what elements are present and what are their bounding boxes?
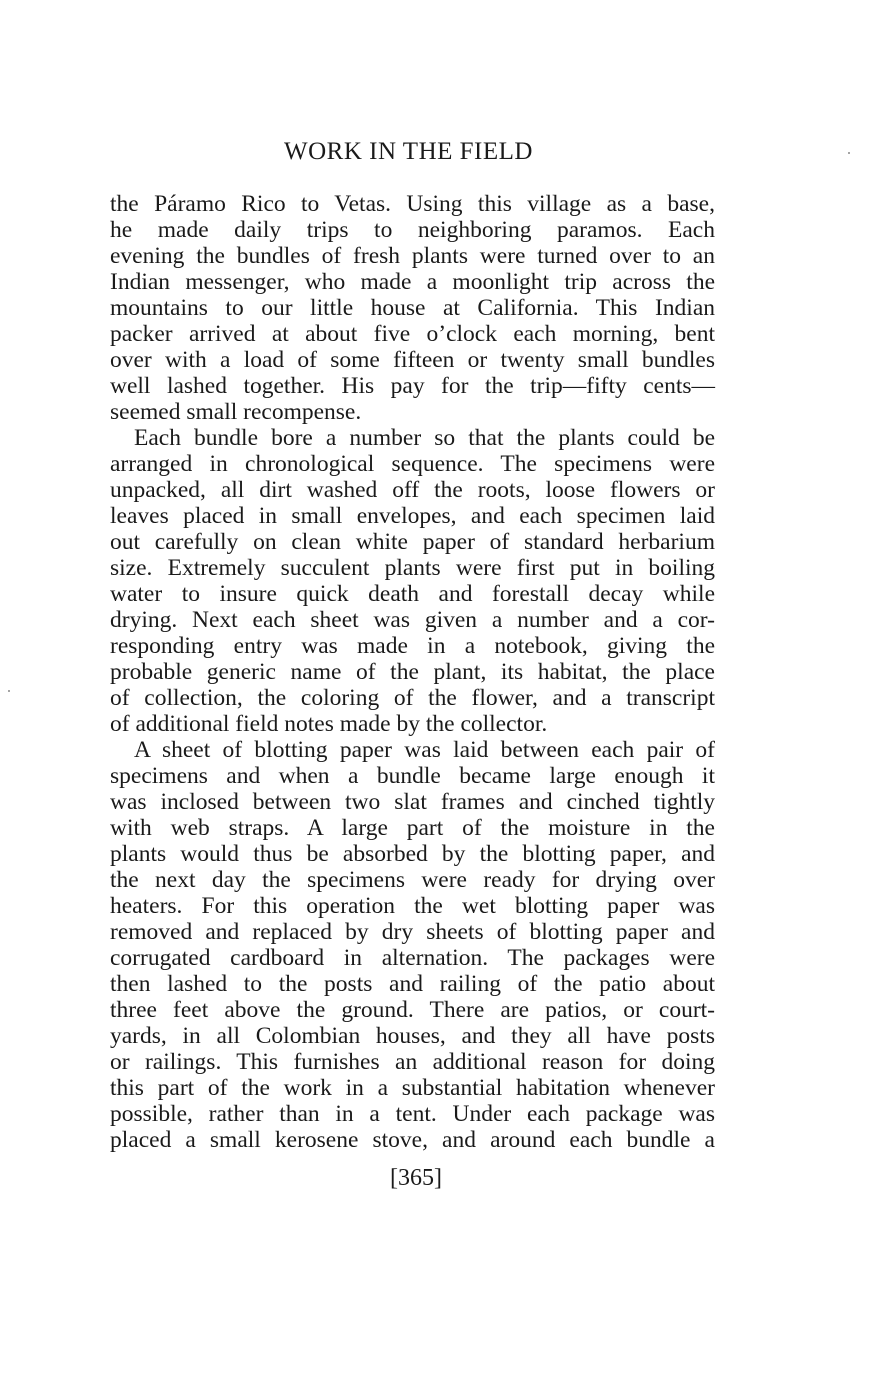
running-head: WORK IN THE FIELD <box>284 138 533 165</box>
text-line: with web straps. A large part of the moisture in the <box>110 815 715 841</box>
body-text <box>110 191 715 1153</box>
text-line: this part of the work in a substantial habitation whenever <box>110 1075 715 1101</box>
text-line: arranged in chronological sequence. The specimens were <box>110 451 715 477</box>
text-line: of collection, the coloring of the flower, and a transcript <box>110 685 715 711</box>
text-line: Indian messenger, who made a moonlight trip across the <box>110 269 715 295</box>
text-line: removed and replaced by dry sheets of blotting paper and <box>110 919 715 945</box>
text-line: well lashed together. His pay for the trip—fifty cents— <box>110 373 715 399</box>
text-line: Each bundle bore a number so that the plants could be <box>134 425 715 451</box>
text-line: seemed small recompense. <box>110 399 362 425</box>
text-line: heaters. For this operation the wet blotting paper was <box>110 893 715 919</box>
text-line: packer arrived at about five o’clock each morning, bent <box>110 321 715 347</box>
text-line: A sheet of blotting paper was laid between each pair of <box>134 737 715 763</box>
text-line: was inclosed between two slat frames and cinched tightly <box>110 789 715 815</box>
text-line: evening the bundles of fresh plants were turned over to an <box>110 243 715 269</box>
text-line: corrugated cardboard in alternation. The packages were <box>110 945 715 971</box>
text-line: drying. Next each sheet was given a number and a cor- <box>110 607 715 633</box>
text-line: specimens and when a bundle became large enough it <box>110 763 715 789</box>
text-line: the next day the specimens were ready for drying over <box>110 867 715 893</box>
text-line: the Páramo Rico to Vetas. Using this village as a base, <box>110 191 715 217</box>
text-line: yards, in all Colombian houses, and they all have posts <box>110 1023 715 1049</box>
paper-speck <box>848 152 850 154</box>
text-line: placed a small kerosene stove, and around each bundle a <box>110 1127 715 1153</box>
text-line: unpacked, all dirt washed off the roots, loose flowers or <box>110 477 715 503</box>
text-line: he made daily trips to neighboring paramos. Each <box>110 217 715 243</box>
text-line: mountains to our little house at California. This Indian <box>110 295 715 321</box>
text-line: of additional field notes made by the collector. <box>110 711 548 737</box>
paragraph <box>110 737 715 1153</box>
text-line: size. Extremely succulent plants were first put in boiling <box>110 555 715 581</box>
text-line: water to insure quick death and forestall decay while <box>110 581 715 607</box>
text-line: then lashed to the posts and railing of the patio about <box>110 971 715 997</box>
paragraph <box>110 425 715 737</box>
paragraph <box>110 191 715 425</box>
text-line: probable generic name of the plant, its habitat, the place <box>110 659 715 685</box>
paper-speck <box>8 690 10 692</box>
text-line: three feet above the ground. There are patios, or court- <box>110 997 715 1023</box>
page-number: [365] <box>390 1165 442 1191</box>
text-line: over with a load of some fifteen or twenty small bundles <box>110 347 715 373</box>
text-line: possible, rather than in a tent. Under each package was <box>110 1101 715 1127</box>
text-line: out carefully on clean white paper of standard herbarium <box>110 529 715 555</box>
text-line: plants would thus be absorbed by the blotting paper, and <box>110 841 715 867</box>
text-line: or railings. This furnishes an additional reason for doing <box>110 1049 715 1075</box>
text-line: leaves placed in small envelopes, and each specimen laid <box>110 503 715 529</box>
text-line: responding entry was made in a notebook, giving the <box>110 633 715 659</box>
